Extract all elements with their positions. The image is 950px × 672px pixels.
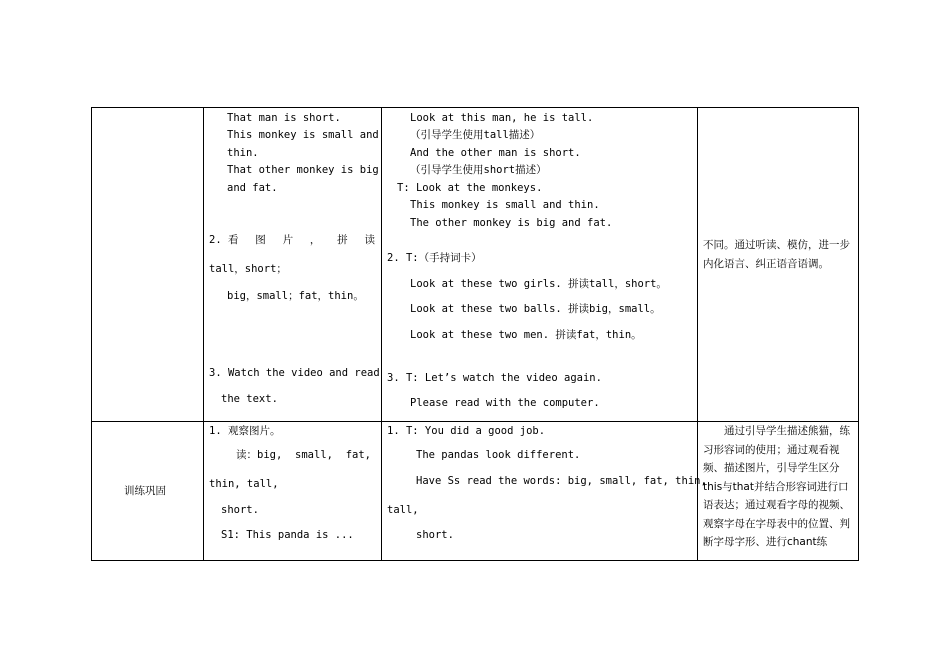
r1c3-line-11: Look at these two men. 拼读fat，thin。 [410,329,642,341]
r2c3-line-4: tall, [387,504,419,516]
r1c2-word: 2. 看 [209,234,239,246]
r2c2-line-1: 1. 观察图片。 [209,425,281,437]
r1c2-line-2: This monkey is small and [227,129,379,141]
r2c2-word: 读：big, [236,449,283,461]
r1c3-line-6: This monkey is small and thin. [410,199,600,211]
r1c3-line-9: Look at these two girls. 拼读tall，short。 [410,278,667,290]
r2c3-line-1: 1. T: You did a good job. [387,425,546,437]
r1c2-line-7: tall，short； [209,263,287,275]
r1c2-word: ， [309,234,321,246]
r1c2-word: 读 [364,234,375,246]
r2c1-stage-label: 训练巩固 [124,485,166,497]
r1c2-word: 图 [255,234,266,246]
r2c2-line-4: short. [221,504,259,516]
r2c2-line-5: S1: This panda is ... [221,529,354,541]
r2c3-line-2: The pandas look different. [416,449,581,461]
r2c2-word: small, [295,449,333,461]
r2c2-line-3: thin, tall, [209,478,279,490]
r1c3-line-3: And the other man is short. [410,147,581,159]
r1c2-line-6 [209,234,375,246]
r2c3-line-5: short. [416,529,454,541]
r2c3-line-3: Have Ss read the words: big, small, fat, thin, [416,475,707,487]
r1c2-word: 拼 [337,234,348,246]
r1c3-line-13: Please read with the computer. [410,397,600,409]
column-divider [203,108,204,560]
r2c2-word: fat, [345,449,371,461]
column-divider [697,108,698,560]
r2c2-line-2 [236,449,371,461]
r1c2-word: 片 [282,234,294,246]
column-divider [381,108,382,560]
r1c3-line-1: Look at this man, he is tall. [410,112,594,124]
r1c2-line-10: the text. [221,393,278,405]
r1c2-line-9: 3. Watch the video and read [209,367,380,379]
r2c4-text: 通过引导学生描述熊猫，练习形容词的使用；通过观看视频、描述图片，引导学生区分this与that并结合形容词进行口语表达；通过观看字母的视频、观察字母在字母表中的位置、判断字母字形、进行chant练 [703,425,850,548]
r1c3-line-2: （引导学生使用tall描述） [410,129,541,141]
r1c3-line-8: 2. T:（手持词卡） [387,252,482,264]
r1c2-line-1: That man is short. [227,112,341,124]
r1c2-line-8: big，small；fat，thin。 [227,290,364,302]
r1c3-line-10: Look at these two balls. 拼读big，small。 [410,303,661,315]
r1c3-line-5: T: Look at the monkeys. [397,182,543,194]
r1c4-text: 不同。通过听读、模仿，进一步内化语言、纠正语音语调。 [703,239,850,270]
r1c2-line-3: thin. [227,147,259,159]
r1c3-line-12: 3. T: Let’s watch the video again. [387,372,602,384]
r1c2-line-5: and fat. [227,182,278,194]
r1c3-line-7: The other monkey is big and fat. [410,217,613,229]
r1c3-line-4: （引导学生使用short描述） [410,164,547,176]
r1c2-line-4: That other monkey is big [227,164,379,176]
